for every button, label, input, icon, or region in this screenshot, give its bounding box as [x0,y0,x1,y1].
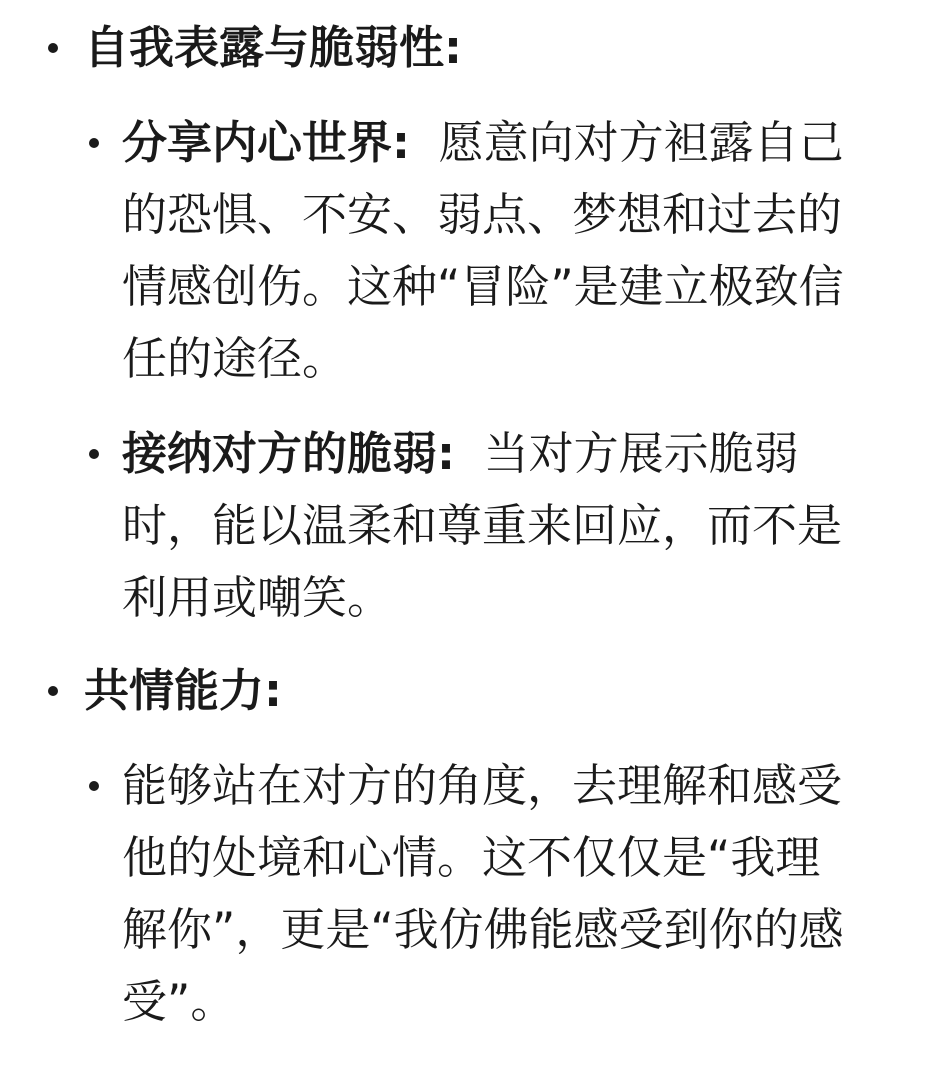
list-item-text: 的恐惧、不安、弱点、梦想和过去的 [122,188,843,241]
list-item-text: 情感创伤。这种“冒险”是建立极致信 [122,260,844,313]
section-heading-empathy [84,655,904,727]
list-item-text: 受”。 [122,975,236,1028]
list-item-share-inner-world [122,107,882,395]
list-item-label: 接纳对方的脆弱: [122,427,455,480]
list-item-text: 利用或嘲笑。 [122,571,393,624]
list-item-accept-vulnerability [122,418,882,634]
list-item-text: 愿意向对方袒露自己 [410,116,844,169]
list-item-empathy-description [122,750,882,1038]
section-heading-disclosure [84,12,904,84]
list-item-text: 当对方展示脆弱 [455,427,799,480]
section-heading-text: 自我表露与脆弱性: [84,21,462,74]
list-item-text: 时，能以温柔和尊重来回应，而不是 [122,499,843,552]
list-item-line [122,418,882,490]
list-item-text: 能够站在对方的角度，去理解和感受 [122,759,843,812]
list-item-text: 他的处境和心情。这不仅仅是“我理 [122,831,821,884]
section-heading-text: 共情能力: [84,664,282,717]
list-item-line [122,107,882,179]
list-item-text: 解你”，更是“我仿佛能感受到你的感 [122,903,844,956]
list-item-label: 分享内心世界: [122,116,410,169]
list-item-text: 任的途径。 [122,332,348,385]
